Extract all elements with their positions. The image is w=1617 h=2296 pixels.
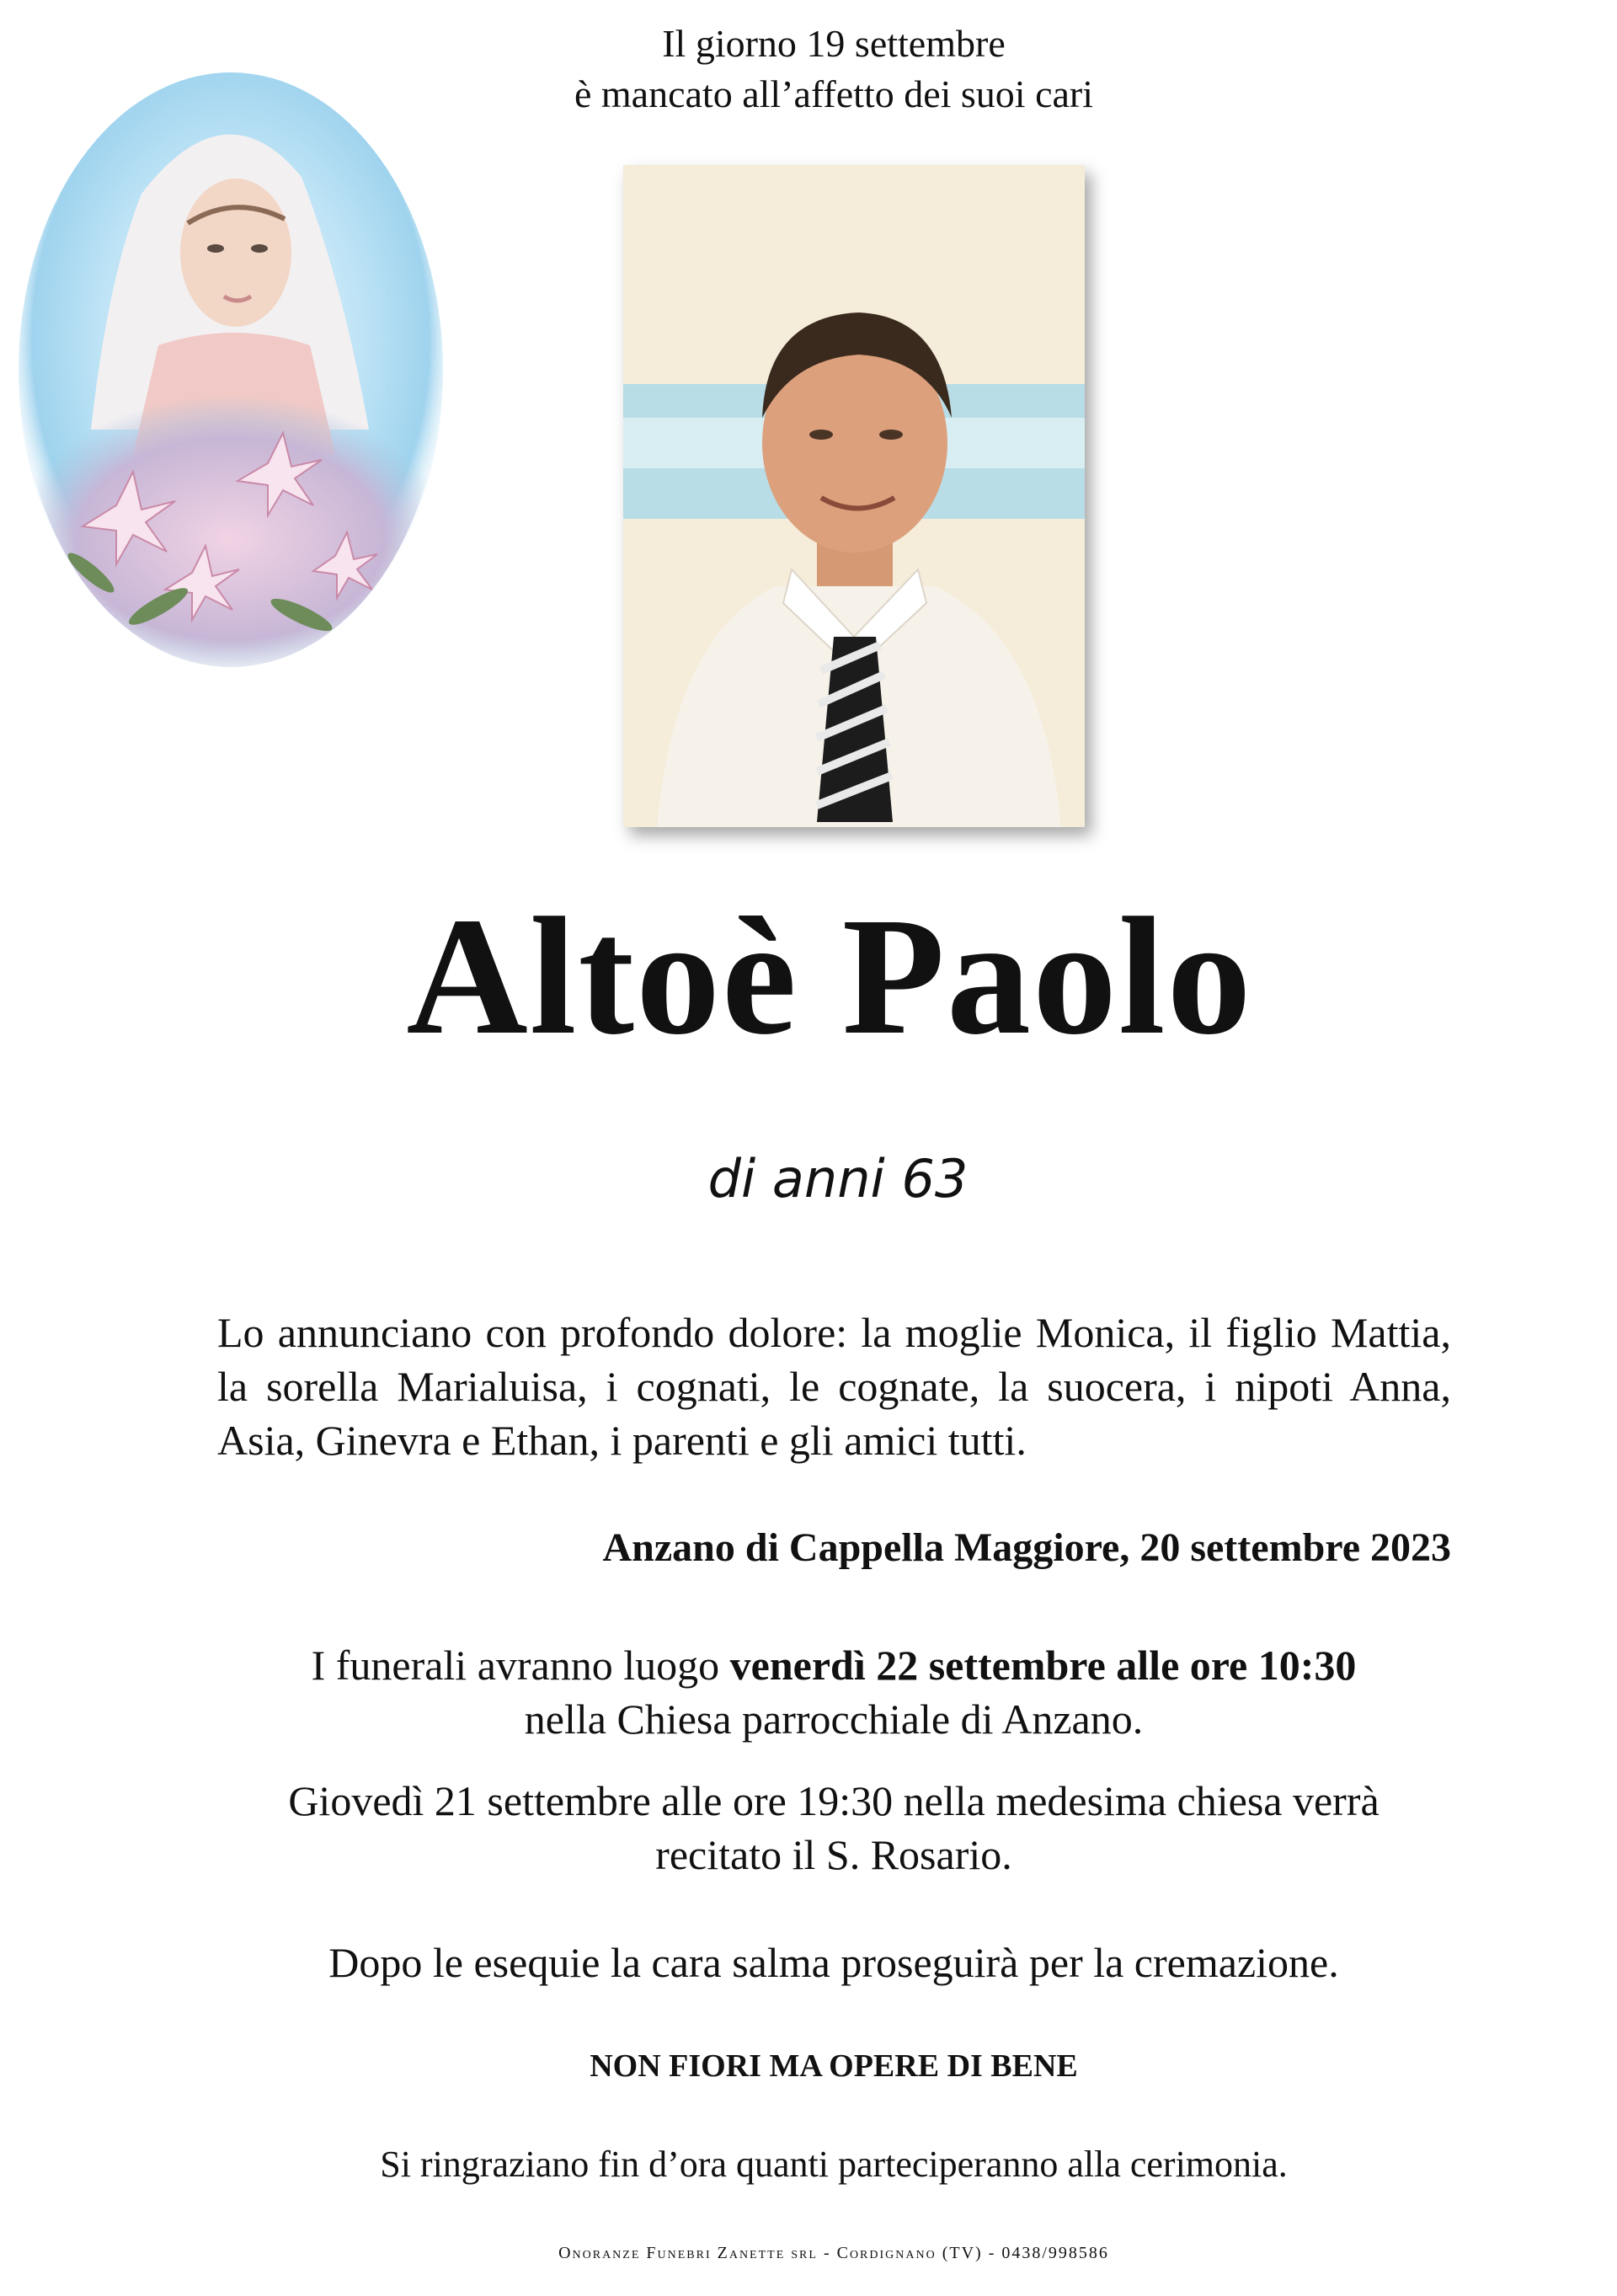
funeral-when-line bbox=[168, 1638, 1499, 1692]
funeral-location: nella Chiesa parrocchiale di Anzano. bbox=[524, 1695, 1144, 1743]
intro-text bbox=[472, 19, 1196, 120]
funeral-datetime: venerdì 22 settembre alle ore 10:30 bbox=[729, 1642, 1357, 1689]
announcement-text: Lo annunciano con profondo dolore: la moglie Monica, il figlio Mattia, la sorella Marialuisa, i cognati, le cognate, la suocera, i nipoti Anna, Asia, Ginevra e Ethan, i parenti e gli amici tutti. bbox=[217, 1309, 1451, 1464]
deceased-age: di anni 63 bbox=[707, 1148, 969, 1209]
funeral-info bbox=[168, 1638, 1499, 1746]
rosary-info bbox=[168, 1774, 1499, 1882]
cremation-note: Dopo le esequie la cara salma proseguirà per la cremazione. bbox=[328, 1939, 1339, 1986]
rosary-line-1: Giovedì 21 settembre alle ore 19:30 nella medesima chiesa verrà bbox=[288, 1777, 1380, 1824]
no-flowers-note: NON FIORI MA OPERE DI BENE bbox=[590, 2048, 1078, 2084]
funeral-prefix: I funerali avranno luogo bbox=[311, 1642, 730, 1689]
deceased-name: Altoè Paolo bbox=[406, 884, 1253, 1070]
rosary-line-2: recitato il S. Rosario. bbox=[655, 1831, 1012, 1878]
madonna-image bbox=[15, 67, 446, 674]
intro-message-line: è mancato all’affetto dei suoi cari bbox=[574, 72, 1094, 115]
funeral-home-footer: Onoranze Funebri Zanette srl - Cordignano (TV) - 0438/998586 bbox=[558, 2244, 1109, 2262]
thanks-note: Si ringraziano fin d’ora quanti parteciperanno alla cerimonia. bbox=[380, 2144, 1288, 2185]
intro-date-line: Il giorno 19 settembre bbox=[662, 22, 1006, 65]
place-date: Anzano di Cappella Maggiore, 20 settembre 2023 bbox=[602, 1525, 1451, 1570]
deceased-portrait-photo bbox=[623, 165, 1085, 827]
